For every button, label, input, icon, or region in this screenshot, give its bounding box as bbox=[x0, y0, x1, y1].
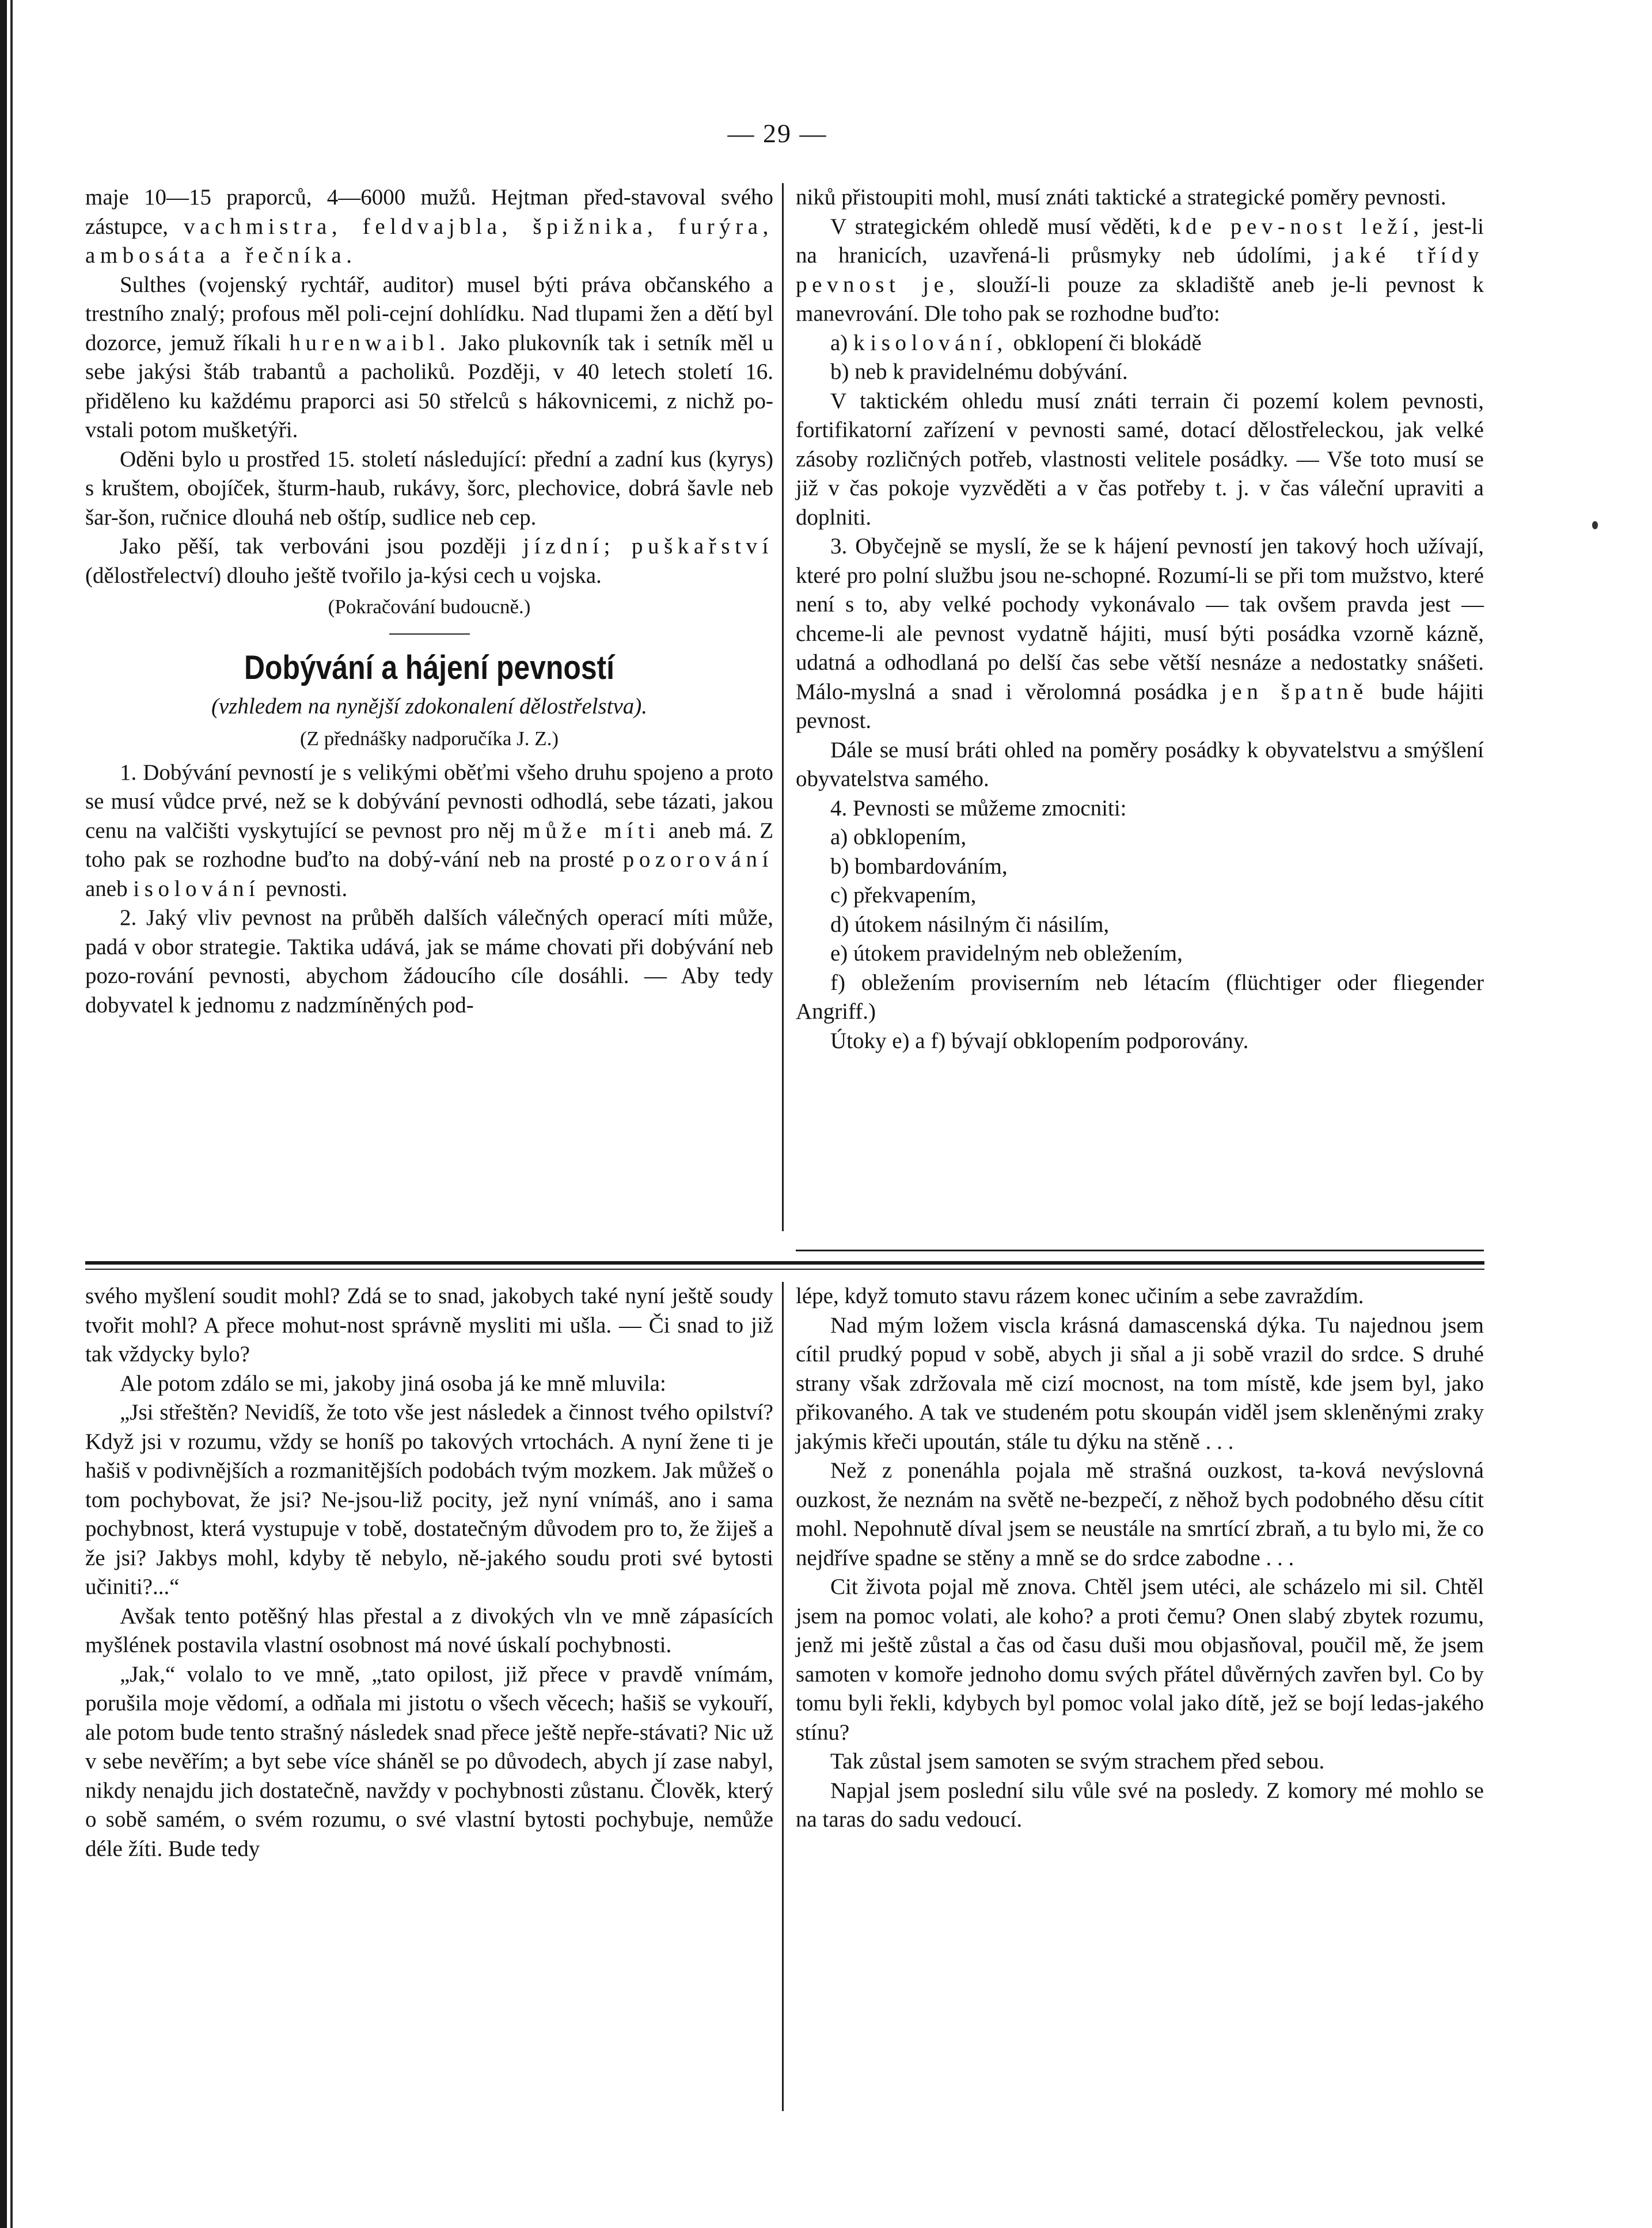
article-end-rule bbox=[796, 1250, 1484, 1251]
text: bude hájiti pevnost. bbox=[796, 679, 1484, 733]
spaced-text: kde pev-nost leží, bbox=[1169, 214, 1424, 239]
spaced-text: puškařství bbox=[631, 534, 774, 559]
paragraph: „Jak,“ volalo to ve mně, „tato opilost, již přece v pravdě vnímám, porušila moje vědomí, a odňala mi jistotu o všech věcech; hašiš se vykouří, ale potom bude tento strašný následek snad přece ještě nepře-stávati? Nic už v sebe nevěřím; a byt sebe více sháněl se po důvodech, abych jí zase nabyl, nikdy nenajdu jich dostatečně, navždy v pochybnosti zůstanu. Člověk, který o sobě samém, o svém rozumu, o své vlastní bytosti pochybuje, nemůže déle žíti. Bude tedy bbox=[85, 1661, 773, 1861]
paragraph: Než z ponenáhla pojala mě strašná ouzkost, ta-ková nevýslovná ouzkost, že neznám na světě ne-bezpečí, z něhož bych podobného děsu cítit mohl. Nepohnutě díval jsem se neustále na smrtící zbraň, a tu bylo mi, že co nejdříve spadne se stěny a mně se do srdce zabodne . . . bbox=[796, 1458, 1484, 1570]
text: jest-li na hranicích, uzavřená-li průsmyky neb údolími, bbox=[796, 214, 1484, 268]
paragraph: Tak zůstal jsem samoten se svým strachem před sebou. bbox=[830, 1749, 1325, 1774]
article-subtitle: (vzhledem na nynější zdokonalení dělostřelstva). bbox=[211, 693, 648, 719]
spaced-text: jen špatně bbox=[1221, 679, 1368, 704]
list-item: c) překvapením, bbox=[830, 883, 977, 908]
text: Jako plukovník tak i setník měl u sebe jakýsi štáb trabantů a pacholiků. Později, v 40 letech století 16. přiděleno ku každému praporci asi 50 střelců s hákovnicemi, z nichž po-vstali potom mušketýři. bbox=[85, 330, 774, 442]
paragraph: Cit života pojal mě znova. Chtěl jsem utéci, ale scházelo mi sil. Chtěl jsem na pomoc volati, ale koho? a proti čemu? Onen slabý zbytek rozumu, jenž mi ještě zůstal a čas od času duši mou objasňoval, poučil mě, že jsem samoten v komoře jednoho domu svých přátel důvěrných zavřen byl. Co by tomu byli řekli, kdybych byl pomoc volal jako dítě, jež se bojí ledas-jakého stínu? bbox=[796, 1574, 1484, 1745]
paragraph bbox=[85, 532, 773, 590]
spaced-text: isolování, bbox=[870, 330, 1008, 355]
list-item: b) neb k pravidelnému dobývání. bbox=[830, 359, 1128, 384]
spaced-text: pozorování bbox=[622, 847, 773, 872]
paragraph: niků přistoupiti mohl, musí znáti taktické a strategické poměry pevnosti. bbox=[796, 185, 1446, 210]
column-divider bbox=[782, 183, 784, 1231]
column-bottom-right bbox=[796, 1282, 1484, 1835]
paragraph: Útoky e) a f) bývají obklopením podporovány. bbox=[830, 1028, 1249, 1053]
continued-note: (Pokračování budoucně.) bbox=[328, 595, 531, 618]
paragraph: Avšak tento potěšný hlas přestal a z divokých vln ve mně zápasících myšlének postavila vlastní osobnost má nové úskalí pochybnosti. bbox=[85, 1603, 773, 1657]
text: Jako pěší, tak verbováni jsou později bbox=[120, 534, 507, 559]
text: aneb bbox=[85, 876, 128, 901]
paragraph bbox=[796, 532, 1484, 736]
paragraph: 2. Jaký vliv pevnost na průběh dalších válečných operací míti může, padá v obor strategie. Taktika udává, jak se máme chovati při dobývání neb pozo-rování pevnosti, abychom žádoucího cíle dosáhli. — Aby tedy dobyvatel k jednomu z nadzmíněných pod- bbox=[85, 905, 773, 1018]
column-top-left bbox=[85, 183, 773, 1020]
feuilleton-rule-thin bbox=[85, 1269, 1484, 1270]
text: obklopení či blokádě bbox=[1013, 330, 1202, 355]
paragraph: Dále se musí bráti ohled na poměry posádky k obyvatelstvu a smýšlení obyvatelstva samého. bbox=[796, 737, 1484, 791]
scan-speck bbox=[1592, 521, 1598, 529]
list-item: e) útokem pravidelným neb obležením, bbox=[830, 941, 1183, 966]
section-divider bbox=[389, 633, 470, 635]
page-number: — 29 — bbox=[727, 119, 827, 148]
article-headline: Dobývání a hájení pevností bbox=[244, 648, 615, 686]
paragraph: Ale potom zdálo se mi, jakoby jiná osoba já ke mně mluvila: bbox=[120, 1371, 666, 1396]
scan-edge bbox=[0, 0, 7, 2228]
list-item: b) bombardováním, bbox=[830, 853, 1008, 879]
spaced-text: jaké třídy pevnost je, bbox=[796, 243, 1484, 297]
paragraph: 4. Pevnosti se můžeme zmocniti: bbox=[830, 795, 1127, 821]
paragraph: V taktickém ohledu musí znáti terrain či pozemí kolem pevnosti, fortifikatorní zařízení v pevnosti samé, dotací dělostřeleckou, jak velké zásoby rozličných potřeb, vlastnosti velitele posádky. — Vše toto musí se již v čas pokoje vyzvěděti a v čas potřeby t. j. v čas váleční upraviti a doplniti. bbox=[796, 388, 1484, 530]
paragraph: Nad mým ložem viscla krásná damascenská dýka. Tu najednou jsem cítil prudký popud v sobě, abych ji sňal a ji sobě vrazil do srdce. S druhé strany však zdržovala mě cizí mocnost, na tom místě, kde jsem byl, jako přikovaného. A tak ve studeném potu skoupán viděl jsem skleněnými zraky jakýmis křeči upoután, stále tu dýku na stěně . . . bbox=[796, 1312, 1484, 1454]
paragraph: Oděni bylo u prostřed 15. století následující: přední a zadní kus (kyrys) s kruštem, obojíček, šturm-haub, rukávy, šorc, plechovice, dobrá šavle neb šar-šon, ručnice dlouhá neb oštíp, sudlice neb cep. bbox=[85, 446, 773, 530]
text: 3. Obyčejně se myslí, že se k hájení pevností jen takový hoch užívají, které pro polní službu jsou ne-schopné. Rozumí-li se při tom mužstvo, které není s to, aby velké pochody vykonávalo — tak ovšem pravda jest — chceme-li ale pevnost vydatně hájiti, musí býti posádka vzorně kázně, udatná a odhodlaná po delší čas sebe větší nesnáze a nedostatky snášeti. Málo-myslná a snad i věrolomná posádka bbox=[796, 534, 1484, 704]
paragraph: svého myšlení soudit mohl? Zdá se to snad, jakobych také nyní ještě soudy tvořit mohl? A přece mohut-nost správně mysliti mi ušla. — Či snad to již tak vždycky bylo? bbox=[85, 1284, 773, 1367]
article-source: (Z přednášky nadporučíka J. Z.) bbox=[299, 727, 559, 750]
text: slouží-li pouze za skladiště aneb je-li pevnost k manevrování. Dle toho pak se rozhodne buďto: bbox=[796, 272, 1484, 326]
paragraph: lépe, když tomuto stavu rázem konec učiním a sebe zavraždím. bbox=[796, 1284, 1364, 1308]
paragraph: Napjal jsem poslední silu vůle své na posledy. Z komory mé mohlo se na taras do sadu vedoucí. bbox=[796, 1778, 1484, 1832]
paragraph bbox=[85, 758, 773, 904]
column-top-right bbox=[796, 183, 1484, 1056]
text: aneb má. Z toho pak se rozhodne buďto na dobý-vání neb na prosté bbox=[85, 818, 774, 872]
list-item: a) obklopením, bbox=[830, 825, 967, 849]
paragraph bbox=[796, 212, 1484, 329]
list-item: f) obležením proviserním neb létacím (flüchtiger oder fliegender Angriff.) bbox=[796, 970, 1484, 1024]
text: maje 10—15 praporců, 4—6000 mužů. Hejtman před-stavoval svého zástupce, bbox=[85, 185, 773, 239]
list-item bbox=[796, 329, 1484, 358]
text: 1. Dobývání pevností je s velikými oběťmi všeho druhu spojeno a proto se musí vůdce prvé, než se k dobývání pevnosti odhodlá, sebe tázati, jakou cenu na valčišti vyskytující se pevnost pro něj bbox=[85, 760, 773, 843]
spaced-text: jízdní; bbox=[523, 534, 616, 559]
list-item: d) útokem násilným či násilím, bbox=[830, 912, 1110, 937]
paragraph bbox=[85, 183, 773, 271]
scan-edge-line bbox=[10, 0, 13, 2228]
column-bottom-left bbox=[85, 1282, 773, 1863]
spaced-text: hurenwaibl. bbox=[289, 330, 450, 355]
text: V strategickém ohledě musí věděti, bbox=[830, 214, 1161, 239]
text: pevnosti. bbox=[265, 876, 348, 901]
spaced-text: isolování bbox=[133, 876, 260, 901]
column-divider bbox=[782, 1282, 784, 2111]
text: Sulthes (vojenský rychtář, auditor) musel býti práva občanského a trestního znalý; profous měl poli-cejní dohlídku. Nad tlupami žen a dětí byl dozorce, jemuž říkali bbox=[85, 272, 773, 355]
paragraph: „Jsi střeštěn? Nevidíš, že toto vše jest následek a činnost tvého opilství? Když jsi v rozumu, vždy se honíš po takových vrtochách. A nyní žene ti je hašiš v podivnějších a rozmanitějších podobách tvým mozkem. Jak můžeš o tom pochybovat, že jsi? Ne-jsou-liž pocity, jež nyní vnímáš, ano i sama pochybnost, která vystupuje v tobě, dostatečným důvodem pro to, že žiješ a že jsi? Jakbys mohl, kdyby tě nebylo, ně-jakého soudu proti své bytosti učiniti?...“ bbox=[85, 1400, 773, 1599]
text: (dělostřelectví) dlouho ještě tvořilo ja-kýsi cech u vojska. bbox=[85, 563, 602, 588]
spaced-text: vachmistra, feldvajbla, špižnika, furýra, ambosáta a řečníka. bbox=[85, 214, 773, 268]
feuilleton-rule bbox=[85, 1261, 1484, 1265]
paragraph bbox=[85, 271, 773, 445]
spaced-text: může míti bbox=[523, 818, 660, 843]
text: a) k bbox=[830, 330, 865, 355]
